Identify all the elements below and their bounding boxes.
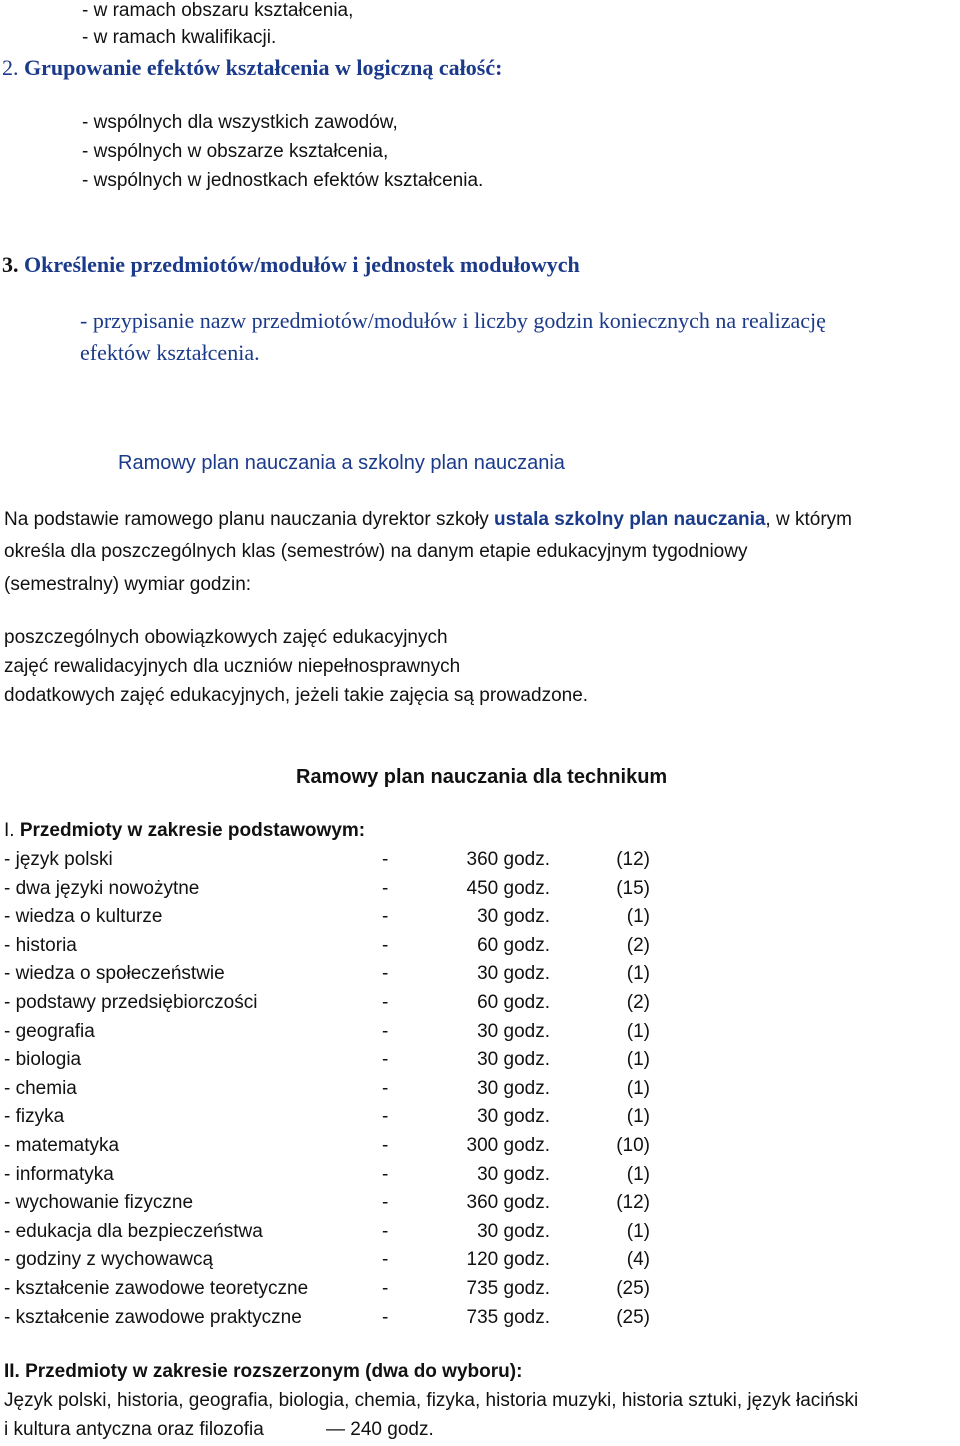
subject-name: - biologia [4, 1049, 82, 1071]
subject-name: - wiedza o społeczeństwie [4, 963, 225, 985]
section-title: Grupowanie efektów kształcenia w logiczną całość: [24, 55, 503, 80]
section-number: 3. [2, 252, 19, 277]
section-title: Określenie przedmiotów/modułów i jednostek modułowych [24, 252, 580, 277]
subject-name: - kształcenie zawodowe praktyczne [4, 1306, 302, 1328]
weekly-hours: (12) [616, 1192, 650, 1214]
section-1-label: Przedmioty w zakresie podstawowym: [19, 820, 366, 841]
table-row [4, 1278, 704, 1306]
section-number: 2. [2, 55, 19, 80]
hours-value: 30 godz. [477, 1077, 550, 1099]
weekly-hours: (15) [616, 877, 650, 899]
paragraph-emphasis: ustala szkolny plan nauczania [494, 509, 766, 530]
hours-value: 735 godz. [466, 1278, 550, 1299]
extended-hours: — 240 godz. [326, 1419, 434, 1440]
section-3-text: - przypisanie nazw przedmiotów/modułów i liczby godzin koniecznych na realizację [80, 308, 826, 333]
top-list-item: - w ramach obszaru kształcenia, [82, 0, 354, 21]
table-row [4, 906, 704, 934]
hours-value: 360 godz. [466, 1192, 550, 1214]
subject-name: - geografia [4, 1020, 95, 1042]
separator-dash: - [382, 1106, 389, 1128]
section-3-text: efektów kształcenia. [80, 340, 260, 365]
hours-value: 60 godz. [477, 992, 550, 1013]
separator-dash: - [382, 906, 389, 928]
technikum-heading: Ramowy plan nauczania dla technikum [296, 766, 668, 788]
table-row [4, 992, 704, 1020]
weekly-hours: (25) [616, 1306, 650, 1328]
table-row [4, 1164, 704, 1192]
hours-value: 30 godz. [477, 1020, 550, 1042]
weekly-hours: (12) [616, 849, 650, 870]
table-row [4, 935, 704, 963]
subject-name: - matematyka [4, 1135, 120, 1156]
subject-name: - historia [4, 934, 77, 956]
subject-name: - język polski [4, 849, 113, 870]
section-2-item: - wspólnych dla wszystkich zawodów, [82, 112, 398, 133]
section-2-item: - wspólnych w jednostkach efektów kształcenia. [82, 170, 484, 191]
paragraph-text: Na podstawie ramowego planu nauczania dyrektor szkoły [4, 509, 495, 530]
hours-value: 30 godz. [477, 1220, 550, 1242]
weekly-hours: (1) [626, 906, 650, 928]
separator-dash: - [382, 1049, 389, 1071]
ramowy-paragraph-line: (semestralny) wymiar godzin: [4, 574, 252, 595]
weekly-hours: (1) [626, 1163, 650, 1185]
top-list-item: - w ramach kwalifikacji. [82, 27, 277, 48]
separator-dash: - [382, 1192, 389, 1214]
ramowy-paragraph-line: określa dla poszczególnych klas (semestrów) na danym etapie edukacyjnym tygodniowy [4, 541, 748, 562]
table-row [4, 1049, 704, 1077]
weekly-hours: (25) [616, 1278, 650, 1299]
ramowy-heading: Ramowy plan nauczania a szkolny plan nauczania [118, 452, 565, 474]
section-2-heading [2, 55, 502, 81]
section-2-item: - wspólnych w obszarze kształcenia, [82, 141, 389, 162]
hours-value: 30 godz. [477, 906, 550, 928]
hours-value: 120 godz. [466, 1249, 550, 1271]
weekly-hours: (1) [626, 963, 650, 985]
separator-dash: - [382, 992, 389, 1013]
ramowy-list-item: dodatkowych zajęć edukacyjnych, jeżeli takie zajęcia są prowadzone. [4, 685, 589, 706]
hours-value: 360 godz. [466, 849, 550, 870]
table-row [4, 1135, 704, 1163]
subject-name: - edukacja dla bezpieczeństwa [4, 1220, 263, 1242]
separator-dash: - [382, 1163, 389, 1185]
hours-value: 30 godz. [477, 1049, 550, 1071]
table-row [4, 878, 704, 906]
table-row [4, 1192, 704, 1220]
ramowy-list-item: poszczególnych obowiązkowych zajęć edukacyjnych [4, 627, 448, 648]
hours-value: 30 godz. [477, 1106, 550, 1128]
subject-name: - dwa języki nowożytne [4, 877, 200, 899]
hours-value: 30 godz. [477, 1163, 550, 1185]
section-1-title [4, 820, 365, 842]
separator-dash: - [382, 1077, 389, 1099]
weekly-hours: (1) [626, 1049, 650, 1071]
subject-name: - wiedza o kulturze [4, 906, 163, 928]
subject-name: - wychowanie fizyczne [4, 1192, 194, 1214]
separator-dash: - [382, 877, 389, 899]
table-row [4, 963, 704, 991]
table-row [4, 1078, 704, 1106]
section-2-extended-line [4, 1419, 434, 1441]
subject-name: - kształcenie zawodowe teoretyczne [4, 1278, 309, 1299]
weekly-hours: (1) [626, 1020, 650, 1042]
table-row [4, 1106, 704, 1134]
separator-dash: - [382, 963, 389, 985]
subject-name: - podstawy przedsiębiorczości [4, 992, 258, 1013]
separator-dash: - [382, 1306, 389, 1328]
table-row [4, 1307, 704, 1335]
separator-dash: - [382, 1135, 389, 1156]
hours-value: 450 godz. [466, 877, 550, 899]
weekly-hours: (1) [626, 1220, 650, 1242]
weekly-hours: (2) [626, 934, 650, 956]
separator-dash: - [382, 1020, 389, 1042]
table-row [4, 1249, 704, 1277]
ramowy-paragraph-line [4, 509, 852, 531]
hours-value: 735 godz. [466, 1306, 550, 1328]
hours-value: 30 godz. [477, 963, 550, 985]
subject-name: - fizyka [4, 1106, 65, 1128]
subject-name: - informatyka [4, 1163, 114, 1185]
weekly-hours: (4) [626, 1249, 650, 1271]
paragraph-text: , w którym [765, 509, 852, 530]
subject-name: - godziny z wychowawcą [4, 1249, 214, 1271]
separator-dash: - [382, 1278, 389, 1299]
subject-name: - chemia [4, 1077, 77, 1099]
table-row [4, 1021, 704, 1049]
extended-subject-text: i kultura antyczna oraz filozofia [4, 1419, 264, 1440]
weekly-hours: (10) [616, 1135, 650, 1156]
separator-dash: - [382, 849, 389, 870]
weekly-hours: (1) [626, 1077, 650, 1099]
separator-dash: - [382, 1249, 389, 1271]
weekly-hours: (1) [626, 1106, 650, 1128]
section-2-extended-line: Język polski, historia, geografia, biologia, chemia, fizyka, historia muzyki, historia sztuki, język łaciński [4, 1390, 859, 1411]
table-row [4, 849, 704, 877]
section-2-extended-title: II. Przedmioty w zakresie rozszerzonym (dwa do wyboru): [4, 1361, 523, 1382]
section-3-heading [2, 252, 580, 278]
separator-dash: - [382, 934, 389, 956]
hours-value: 60 godz. [477, 934, 550, 956]
hours-value: 300 godz. [466, 1135, 550, 1156]
table-row [4, 1221, 704, 1249]
separator-dash: - [382, 1220, 389, 1242]
section-1-prefix: I. [4, 820, 15, 841]
weekly-hours: (2) [626, 992, 650, 1013]
ramowy-list-item: zajęć rewalidacyjnych dla uczniów niepełnosprawnych [4, 656, 461, 677]
